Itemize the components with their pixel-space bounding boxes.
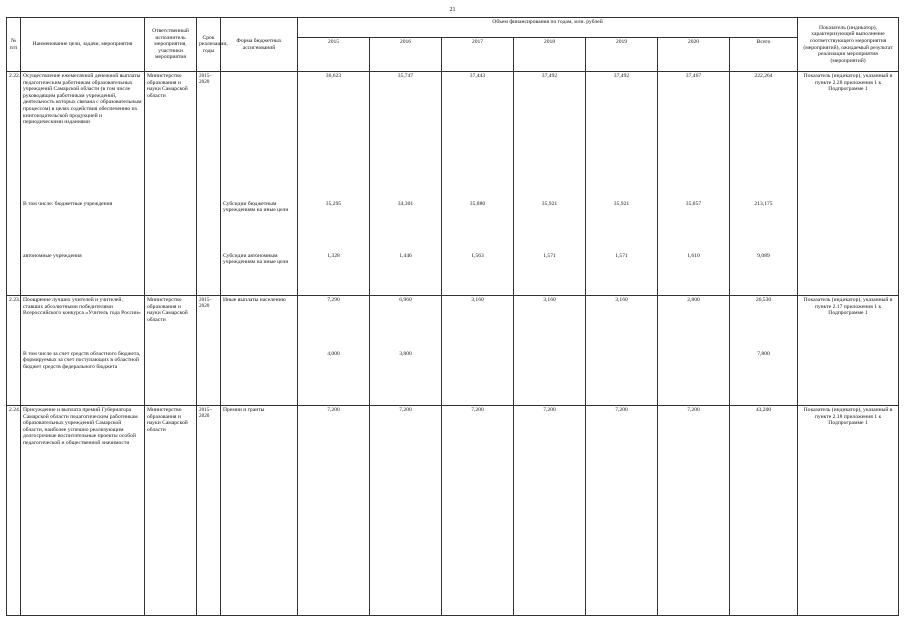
row-year-value: 7,200 [586,406,658,616]
row-year-value: 3,160 [442,296,514,350]
row-name: Присуждение и выплата премий Губернатора Самарской области педагогическим работникам образовательных учреждений Самарской области, наиболее успешно реализующим долгосрочные воспитательные проекты особой педагогической и общественной значимости [21,406,145,616]
row-term [197,200,221,252]
table-row [7,406,899,616]
row-year-value: 4,000 [298,350,370,406]
row-executor: Министерство образования и науки Самарской области [145,72,197,200]
row-year-value: 1,328 [298,252,370,296]
row-name: В том числе: бюджетные учреждения [21,200,145,252]
row-year-value: 37,443 [442,72,514,200]
header-form: Форма бюджетных ассигнований [221,18,298,72]
table-body [7,72,899,616]
header-indicator: Показатель (индикатор), характеризующий выполнение соответствующего мероприятия (мероприятий), ожидаемый результат реализации мероприятия (мероприятий) [798,18,899,72]
row-form: Субсидии автономным учреждениям на иные цели [221,252,298,296]
table-row [7,72,899,200]
row-number [7,350,21,406]
row-year-value [658,350,730,406]
row-total: 43,200 [730,406,798,616]
row-name: В том числе за счет средств областного бюджета, формируемых за счет поступающих в областной бюджет средств федерального бюджета [21,350,145,406]
row-indicator [798,252,899,296]
row-year-value: 7,200 [370,406,442,616]
row-number [7,200,21,252]
row-form [221,350,298,406]
row-number: 2.24. [7,406,21,616]
row-year-value: 34,301 [370,200,442,252]
row-year-value: 35,921 [514,200,586,252]
header-name: Наименование цели, задачи, мероприятия [21,18,145,72]
row-number: 2.22. [7,72,21,200]
row-year-value: 1,571 [586,252,658,296]
row-year-value: 36,623 [298,72,370,200]
row-indicator [798,350,899,406]
row-executor [145,350,197,406]
row-total: 9,089 [730,252,798,296]
header-num: № п/п [7,18,21,72]
row-term: 2015–2020 [197,72,221,200]
row-year-value [442,350,514,406]
row-year-value: 2,800 [658,296,730,350]
row-year-value: 3,160 [514,296,586,350]
row-form [221,72,298,200]
header-year: 2016 [370,38,442,72]
row-year-value: 35,295 [298,200,370,252]
row-year-value: 7,290 [298,296,370,350]
row-year-value: 1,563 [442,252,514,296]
header-year: 2020 [658,38,730,72]
header-year: 2017 [442,38,514,72]
header-total: Всего [730,38,798,72]
row-year-value: 7,200 [298,406,370,616]
row-year-value: 35,747 [370,72,442,200]
row-form: Субсидии бюджетным учреждениям на иные цели [221,200,298,252]
row-term: 2015–2020 [197,296,221,350]
row-name: Осуществление ежемесячной денежной выплаты педагогическим работникам образовательных учреждений Самарской области (в том числе руководящим работникам учреждений, деятельность которых связана с образовательным процессом) в целях содействия обеспечению их книгоиздательской продукцией и периодическими изданиями [21,72,145,200]
funding-table [6,17,899,616]
row-year-value: 37,492 [586,72,658,200]
row-year-value: 1,446 [370,252,442,296]
header-funding-group: Объем финансирования по годам, млн. рублей [298,18,798,38]
row-total: 222,264 [730,72,798,200]
header-year: 2018 [514,38,586,72]
row-total: 7,800 [730,350,798,406]
row-term [197,350,221,406]
row-term: 2015–2020 [197,406,221,616]
row-number: 2.23. [7,296,21,350]
row-year-value: 37,492 [514,72,586,200]
row-year-value: 1,610 [658,252,730,296]
row-form: Иные выплаты населению [221,296,298,350]
row-year-value: 35,880 [442,200,514,252]
table-row [7,296,899,350]
row-year-value: 6,960 [370,296,442,350]
row-year-value: 3,800 [370,350,442,406]
row-indicator [798,200,899,252]
row-form: Премии и гранты [221,406,298,616]
page-number: 21 [449,7,456,13]
row-year-value: 7,200 [658,406,730,616]
row-indicator: Показатель (индикатор), указанный в пункте 2.28 приложения 1 к Подпрограмме 1 [798,72,899,200]
row-year-value: 3,160 [586,296,658,350]
row-executor [145,200,197,252]
row-year-value: 7,200 [442,406,514,616]
row-name: Поощрение лучших учителей и учителей, ставших абсолютными победителями Всероссийского конкурса «Учитель года России» [21,296,145,350]
header-term: Срок реализации, годы [197,18,221,72]
row-executor [145,252,197,296]
row-year-value: 35,857 [658,200,730,252]
row-indicator: Показатель (индикатор), указанный в пункте 2.18 приложения 1 к Подпрограмме 1 [798,406,899,616]
row-name: автономные учреждения [21,252,145,296]
row-executor: Министерство образования и науки Самарской области [145,406,197,616]
row-year-value [586,350,658,406]
row-year-value: 37,467 [658,72,730,200]
header-year: 2015 [298,38,370,72]
row-year-value: 1,571 [514,252,586,296]
row-indicator: Показатель (индикатор), указанный в пункте 2.17 приложения 1 к Подпрограмме 1 [798,296,899,350]
row-year-value: 35,921 [586,200,658,252]
row-year-value [514,350,586,406]
row-executor: Министерство образования и науки Самарской области [145,296,197,350]
header-year: 2019 [586,38,658,72]
row-total: 213,175 [730,200,798,252]
table-row [7,252,899,296]
table-row [7,200,899,252]
row-total: 26,530 [730,296,798,350]
row-term [197,252,221,296]
row-year-value: 7,200 [514,406,586,616]
table-row [7,350,899,406]
row-number [7,252,21,296]
header-executor: Ответственный исполнитель мероприятия, участники мероприятия [145,18,197,72]
